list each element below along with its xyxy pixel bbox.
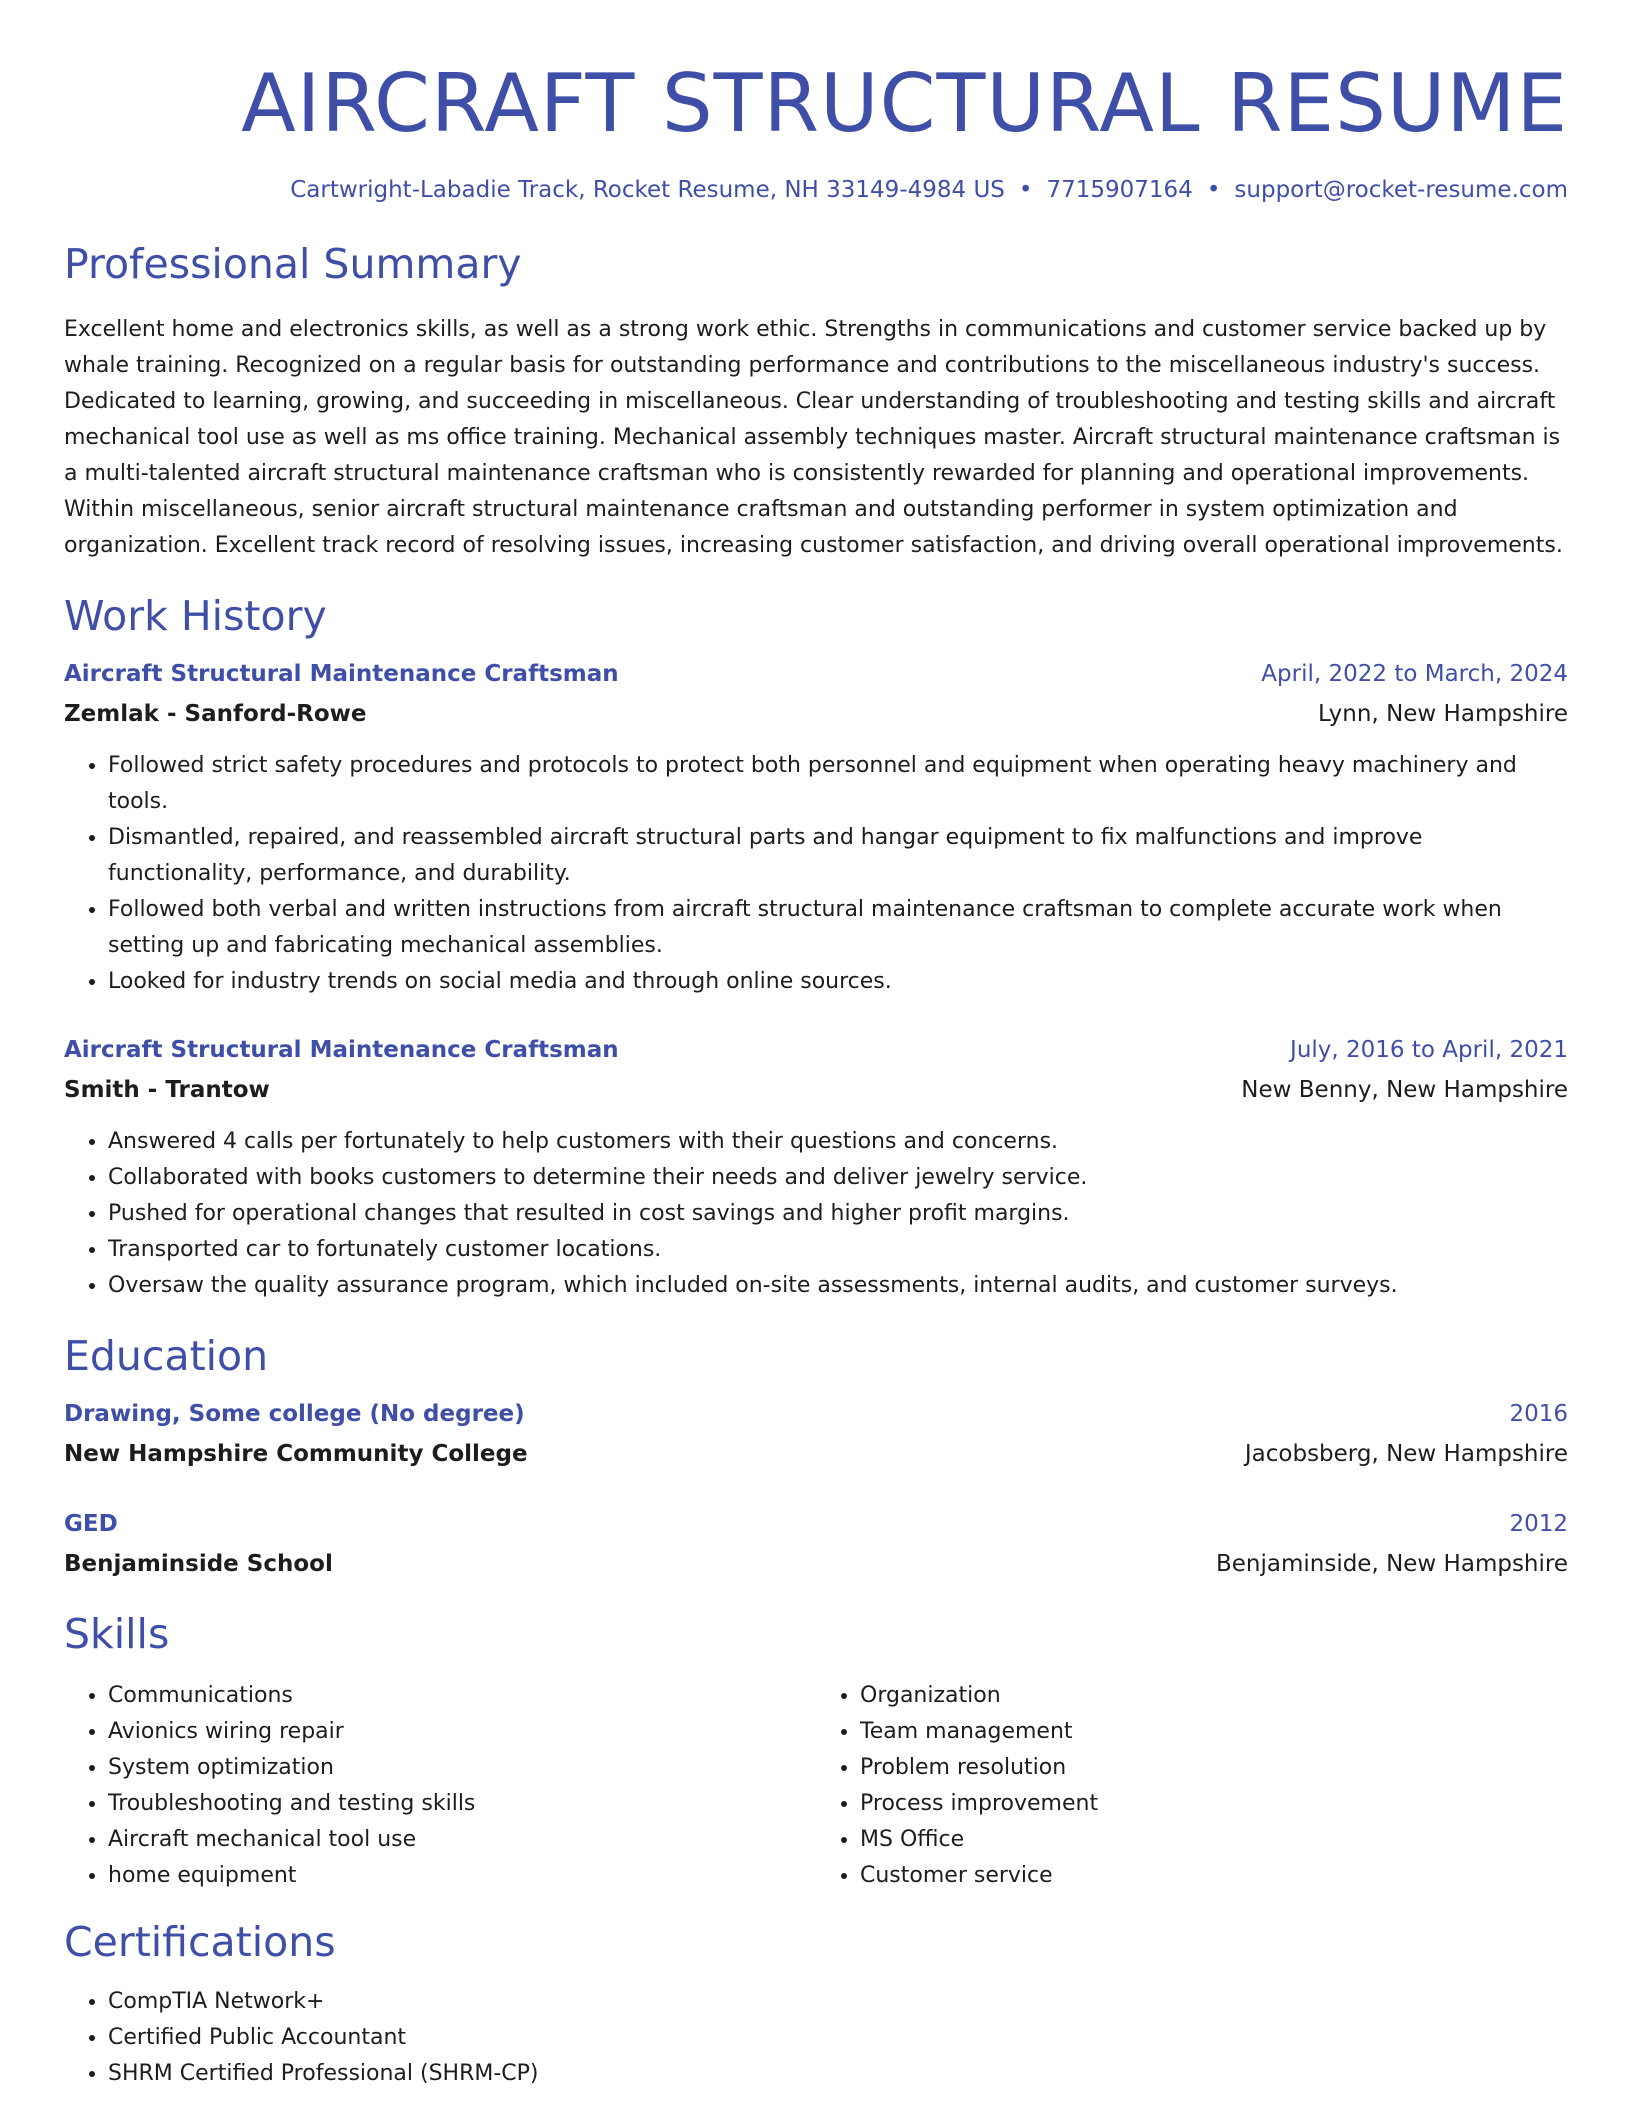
certifications-section (64, 1916, 1568, 2092)
skill-item: • home equipment (108, 1858, 816, 1894)
job-entry (64, 1030, 1568, 1304)
job-company-row (64, 1070, 1568, 1110)
section-title-work: Work History (64, 592, 327, 640)
job-bullets (64, 1124, 1568, 1304)
skill-item: • Customer service (860, 1858, 1568, 1894)
job-company: Smith - Trantow (64, 1077, 270, 1103)
job-bullet: • Collaborated with books customers to determine their needs and deliver jewelry service. (108, 1160, 1568, 1196)
skills-columns (64, 1678, 1568, 1894)
job-bullet: • Pushed for operational changes that resulted in cost savings and higher profit margins. (108, 1196, 1568, 1232)
education-degree: Drawing, Some college (No degree) (64, 1401, 525, 1427)
job-bullet: • Followed strict safety procedures and protocols to protect both personnel and equipment when operating heavy machinery and tools. (108, 748, 1568, 820)
section-title-summary: Professional Summary (64, 240, 522, 288)
education-location: Jacobsberg, New Hampshire (1244, 1441, 1568, 1467)
skill-item: • Communications (108, 1678, 816, 1714)
education-location: Benjaminside, New Hampshire (1215, 1551, 1568, 1577)
education-school: Benjaminside School (64, 1551, 333, 1577)
skill-item: • MS Office (860, 1822, 1568, 1858)
contact-separator: • (1206, 177, 1221, 203)
job-dates: April, 2022 to March, 2024 (1261, 661, 1568, 687)
contact-address: Cartwright-Labadie Track, Rocket Resume, NH 33149-4984 US (290, 177, 1005, 203)
job-bullet: • Dismantled, repaired, and reassembled aircraft structural parts and hangar equipment to fix malfunctions and improve functionality, performance, and durability. (108, 820, 1568, 892)
skill-item: • System optimization (108, 1750, 816, 1786)
job-location: Lynn, New Hampshire (1317, 701, 1568, 727)
resume-title: AIRCRAFT STRUCTURAL RESUME (241, 57, 1568, 150)
education-school: New Hampshire Community College (64, 1441, 528, 1467)
education-entry (64, 1504, 1568, 1584)
job-bullet: • Followed both verbal and written instructions from aircraft structural maintenance craftsman to complete accurate work when setting up and fabricating mechanical assemblies. (108, 892, 1568, 964)
job-dates: July, 2016 to April, 2021 (1290, 1037, 1568, 1063)
section-title-education: Education (64, 1332, 269, 1380)
education-school-row (64, 1544, 1568, 1584)
skills-list-left (64, 1678, 816, 1894)
skill-item: • Process improvement (860, 1786, 1568, 1822)
education-section (64, 1330, 1568, 1584)
education-header-row (64, 1504, 1568, 1544)
education-year: 2012 (1509, 1511, 1568, 1537)
certification-item: • CompTIA Network+ (108, 1984, 1568, 2020)
skill-item: • Avionics wiring repair (108, 1714, 816, 1750)
section-title-skills: Skills (64, 1610, 170, 1658)
job-entry (64, 654, 1568, 1000)
job-title: Aircraft Structural Maintenance Craftsman (64, 661, 619, 687)
skills-section (64, 1608, 1568, 1894)
skill-item: • Troubleshooting and testing skills (108, 1786, 816, 1822)
job-bullet: • Transported car to fortunately customer locations. (108, 1232, 1568, 1268)
skill-item: • Team management (860, 1714, 1568, 1750)
professional-summary-section (64, 238, 1568, 564)
skill-item: • Organization (860, 1678, 1568, 1714)
job-bullet: • Oversaw the quality assurance program, which included on-site assessments, internal audits, and customer surveys. (108, 1268, 1568, 1304)
work-history-section (64, 590, 1568, 1304)
job-title: Aircraft Structural Maintenance Craftsman (64, 1037, 619, 1063)
contact-separator: • (1018, 177, 1033, 203)
skill-item: • Problem resolution (860, 1750, 1568, 1786)
job-header-row (64, 654, 1568, 694)
job-company-row (64, 694, 1568, 734)
summary-text: Excellent home and electronics skills, as well as a strong work ethic. Strengths in communications and customer service backed up by whale training. Recognized on a regular basis for outstanding performance and contributions to the miscellaneous industry's success. Dedicated to learning, growing, and succeeding in miscellaneous. Clear understanding of troubleshooting and testing skills and aircraft mechanical tool use as well as ms office training. Mechanical assembly techniques master. Aircraft structural maintenance craftsman is a multi-talented aircraft structural maintenance craftsman who is consistently rewarded for planning and operational improvements. Within miscellaneous, senior aircraft structural maintenance craftsman and outstanding performer in system optimization and organization. Excellent track record of resolving issues, increasing customer satisfaction, and driving overall operational improvements. (64, 317, 1563, 558)
job-company: Zemlak - Sanford-Rowe (64, 701, 367, 727)
education-degree: GED (64, 1511, 118, 1537)
job-location: New Benny, New Hampshire (1241, 1077, 1568, 1103)
certifications-list (64, 1984, 1568, 2092)
contact-phone: 7715907164 (1046, 177, 1193, 203)
section-title-certifications: Certifications (64, 1918, 336, 1966)
skills-list-right (816, 1678, 1568, 1894)
job-bullets (64, 748, 1568, 1000)
contact-line (64, 174, 1568, 206)
contact-email[interactable]: support@rocket-resume.com (1234, 177, 1568, 203)
skill-item: • Aircraft mechanical tool use (108, 1822, 816, 1858)
education-year: 2016 (1509, 1401, 1568, 1427)
job-bullet: • Looked for industry trends on social media and through online sources. (108, 964, 1568, 1000)
job-header-row (64, 1030, 1568, 1070)
certification-item: • Certified Public Accountant (108, 2020, 1568, 2056)
education-entry (64, 1394, 1568, 1474)
resume-header (64, 0, 1568, 206)
certification-item: • SHRM Certified Professional (SHRM-CP) (108, 2056, 1568, 2092)
education-school-row (64, 1434, 1568, 1474)
job-bullet: • Answered 4 calls per fortunately to help customers with their questions and concerns. (108, 1124, 1568, 1160)
education-header-row (64, 1394, 1568, 1434)
